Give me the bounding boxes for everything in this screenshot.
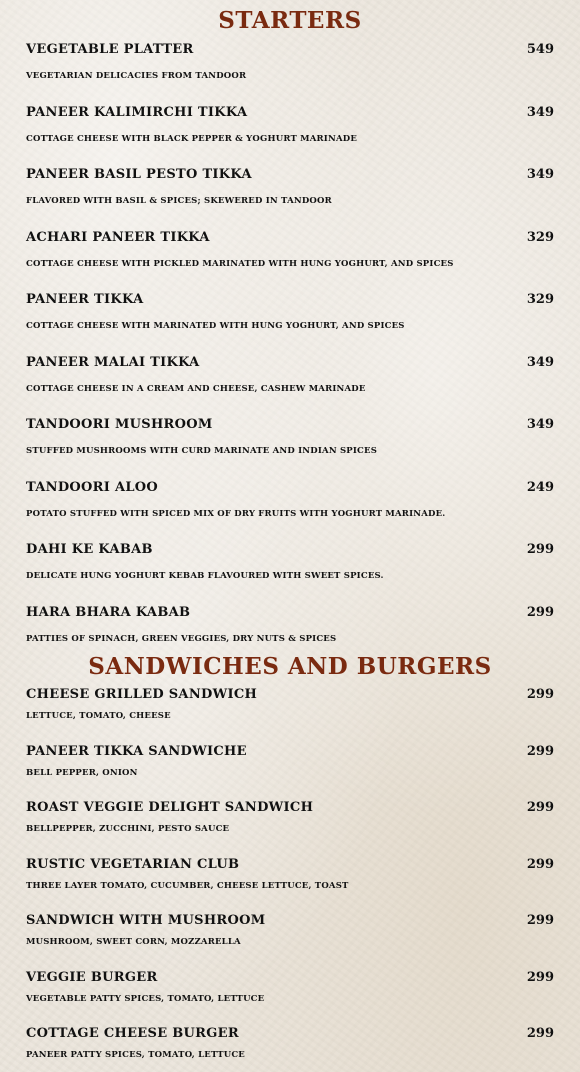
item-name: RUSTIC VEGETARIAN CLUB <box>26 857 240 872</box>
item-price: 299 <box>526 800 554 815</box>
item-name: COTTAGE CHEESE BURGER <box>26 1026 239 1041</box>
item-description: MUSHROOM, SWEET CORN, MOZZARELLA <box>26 937 241 947</box>
item-price: 329 <box>526 230 554 245</box>
item-price: 329 <box>526 292 554 307</box>
item-price: 299 <box>526 970 554 985</box>
item-name: HARA BHARA KABAB <box>26 605 191 620</box>
item-name: DAHI KE KABAB <box>26 542 153 557</box>
item-description: STUFFED MUSHROOMS WITH CURD MARINATE AND INDIAN SPICES <box>26 446 378 456</box>
item-description: POTATO STUFFED WITH SPICED MIX OF DRY FRUITS WITH YOGHURT MARINADE. <box>26 509 446 519</box>
item-name: CHEESE GRILLED SANDWICH <box>26 687 258 702</box>
item-price: 299 <box>526 542 554 557</box>
item-name: VEGGIE BURGER <box>26 970 158 985</box>
item-price: 349 <box>526 417 554 432</box>
item-name: TANDOORI MUSHROOM <box>26 417 213 432</box>
item-description: FLAVORED WITH BASIL & SPICES; SKEWERED IN TANDOOR <box>26 196 332 206</box>
item-price: 549 <box>526 42 554 57</box>
item-price: 299 <box>526 1026 554 1041</box>
item-price: 299 <box>526 687 554 702</box>
section-title-sandwiches-and-burgers: SANDWICHES AND BURGERS <box>88 653 492 680</box>
item-description: DELICATE HUNG YOGHURT KEBAB FLAVOURED WITH SWEET SPICES. <box>26 571 384 581</box>
item-description: PATTIES OF SPINACH, GREEN VEGGIES, DRY NUTS & SPICES <box>26 634 337 644</box>
item-description: VEGETABLE PATTY SPICES, TOMATO, LETTUCE <box>26 994 265 1004</box>
item-name: TANDOORI ALOO <box>26 480 159 495</box>
item-description: BELLPEPPER, ZUCCHINI, PESTO SAUCE <box>26 824 230 834</box>
item-price: 349 <box>526 105 554 120</box>
item-name: ACHARI PANEER TIKKA <box>26 230 210 245</box>
item-price: 349 <box>526 167 554 182</box>
item-description: THREE LAYER TOMATO, CUCUMBER, CHEESE LETTUCE, TOAST <box>26 881 349 891</box>
item-price: 299 <box>526 857 554 872</box>
item-description: COTTAGE CHEESE WITH BLACK PEPPER & YOGHURT MARINADE <box>26 134 358 144</box>
item-price: 299 <box>526 605 554 620</box>
item-name: PANEER BASIL PESTO TIKKA <box>26 167 252 182</box>
item-description: BELL PEPPER, ONION <box>26 768 138 778</box>
item-description: LETTUCE, TOMATO, CHEESE <box>26 711 171 721</box>
item-description: COTTAGE CHEESE IN A CREAM AND CHEESE, CASHEW MARINADE <box>26 384 366 394</box>
item-name: ROAST VEGGIE DELIGHT SANDWICH <box>26 800 314 815</box>
item-price: 299 <box>526 744 554 759</box>
item-price: 299 <box>526 913 554 928</box>
item-description: PANEER PATTY SPICES, TOMATO, LETTUCE <box>26 1050 245 1060</box>
item-name: SANDWICH WITH MUSHROOM <box>26 913 266 928</box>
item-description: COTTAGE CHEESE WITH PICKLED MARINATED WITH HUNG YOGHURT, AND SPICES <box>26 259 454 269</box>
item-description: VEGETARIAN DELICACIES FROM TANDOOR <box>26 71 247 81</box>
item-name: PANEER TIKKA <box>26 292 144 307</box>
section-title-starters: STARTERS <box>218 7 362 34</box>
item-price: 349 <box>526 355 554 370</box>
item-name: PANEER TIKKA SANDWICHE <box>26 744 247 759</box>
item-price: 249 <box>526 480 554 495</box>
item-name: PANEER KALIMIRCHI TIKKA <box>26 105 248 120</box>
item-name: PANEER MALAI TIKKA <box>26 355 200 370</box>
item-description: COTTAGE CHEESE WITH MARINATED WITH HUNG YOGHURT, AND SPICES <box>26 321 405 331</box>
item-name: VEGETABLE PLATTER <box>26 42 194 57</box>
